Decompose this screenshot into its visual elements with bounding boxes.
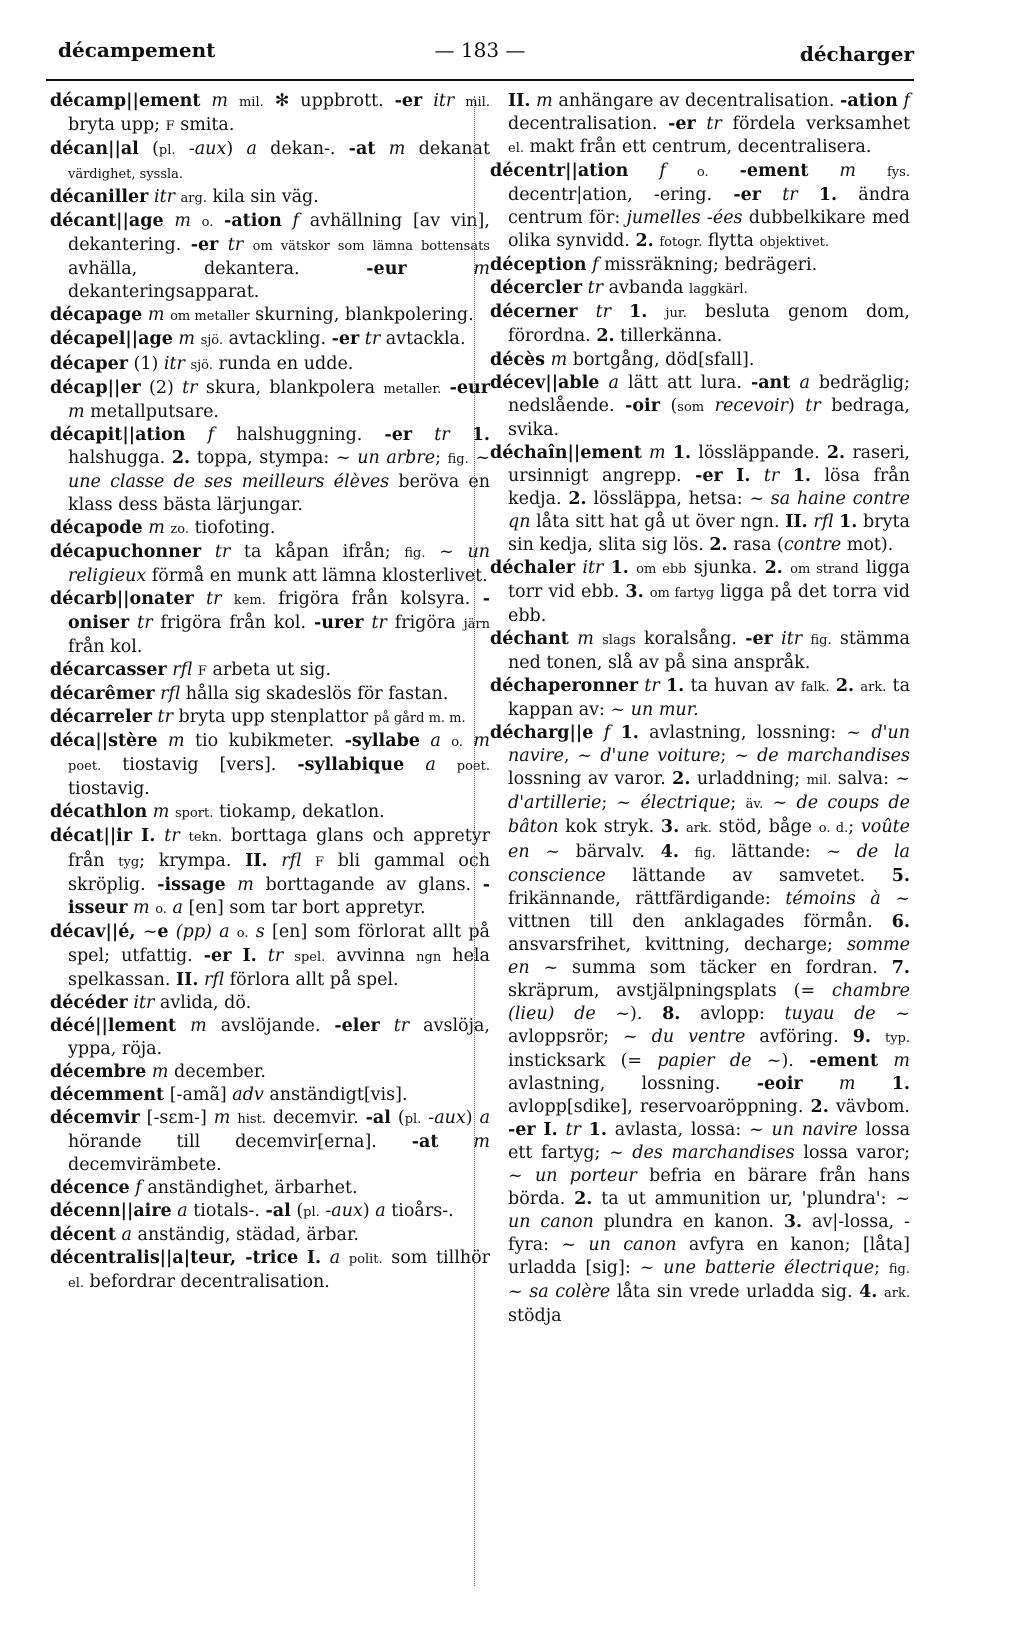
dictionary-entry: décathlon m sport. tiokamp, dekatlon. xyxy=(50,802,385,823)
dictionary-entry: décav||é, ~e (pp) a o. s [en] som förlorat allt på spel; utfattig. -er I. tr spel. avvinna ngn hela spelkassan. II. rfl förlora allt på spel. xyxy=(50,921,490,990)
dictionary-entry: décharg||e f 1. avlastning, lossning: ~ d'un navire, ~ d'une voiture; ~ de marchandises lossning av varor. 2. urladdning; mil. salva: ~ d'artillerie; ~ électrique; äv. ~ de coups de bâton kok stryk. 3. ark. stöd, båge o. d.; voûte en ~ bärvalv. 4. fig. lättande: ~ de la conscience lättande av samvetet. 5. frikännande, rättfärdigande: témoins à ~ vittnen till den anklagades förmån. 6. ansvarsfrihet, kvittning, decharge; somme en ~ summa som täcker en fordran. 7. skräprum, avstjälpningsplats (= chambre (lieu) de ~). 8. avlopp: tuyau de ~ avloppsrör; ~ du ventre avföring. 9. typ. insticksark (= papier de ~). -ement m avlastning, lossning. -eoir m 1. avlopp[sdike], reservoaröppning. 2. vävbom. -er I. tr 1. avlasta, lossa: ~ un navire lossa ett fartyg; ~ des marchandises lossa varor; ~ un porteur befria en bärare från hans börda. 2. ta ut ammunition ur, 'plundra': ~ un canon plundra en kanon. 3. av|-lossa, -fyra: ~ un canon avfyra en kanon; [låta] urladda [sig]: ~ une batterie électrique; fig. ~ sa colère låta sin vrede urladda sig. 4. ark. stödja xyxy=(490,723,911,1327)
dictionary-entry: décarcasser rfl F arbeta ut sig. xyxy=(50,660,332,681)
dictionary-entry: déchaperonner tr 1. ta huvan av falk. 2. ark. ta kappan av: ~ un mur. xyxy=(490,676,910,721)
dictionary-entry: décapit||ation f halshuggning. -er tr 1. halshugga. 2. toppa, stympa: ~ un arbre; fig. ~ une classe de ses meilleurs élèves beröva en klass dess bästa lärjungar. xyxy=(50,424,491,515)
dictionary-entry: décercler tr avbanda laggkärl. xyxy=(490,278,748,299)
right-column xyxy=(490,90,910,1328)
dictionary-entry: décarb||onater tr kem. frigöra från kolsyra. -oniser tr frigöra från kol. -urer tr frigöra järn från kol. xyxy=(50,588,490,658)
dictionary-entry: décerner tr 1. jur. besluta genom dom, förordna. 2. tillerkänna. xyxy=(490,302,910,347)
dictionary-entry: décemvir [-sɛm-] m hist. decemvir. -al (pl. -aux) a hörande till decemvir[erna]. -at m decemvirämbete. xyxy=(50,1108,491,1176)
left-column xyxy=(50,90,490,1295)
dictionary-entry: déception f missräkning; bedrägeri. xyxy=(490,255,818,276)
dictionary-entry: décemment [-amã] adv anständigt[vis]. xyxy=(50,1084,408,1105)
dictionary-entry: décé||lement m avslöjande. -eler tr avslöja, yppa, röja. xyxy=(50,1015,490,1059)
dictionary-entry: décapuchonner tr ta kåpan ifrån; fig. ~ un religieux förmå en munk att lämna klosterlivet. xyxy=(50,541,490,586)
dictionary-entry: décant||age m o. -ation f avhällning [av vin], dekantering. -er tr om vätskor som lämna bottensats avhälla, dekantera. -eur m dekanteringsapparat. xyxy=(50,211,490,303)
page-number: — 183 — xyxy=(434,38,526,62)
dictionary-entry: décarêmer rfl hålla sig skadeslös för fastan. xyxy=(50,684,449,705)
continued-entry: II. m anhängare av decentralisation. -ation f decentralisation. -er tr fördela verksamhet el. makt från ett centrum, decentralisera. xyxy=(508,91,910,158)
dictionary-entry: déchaler itr 1. om ebb sjunka. 2. om strand ligga torr vid ebb. 3. om fartyg ligga på det torra vid ebb. xyxy=(490,557,910,627)
dictionary-entry: décentralis||a|teur, -trice I. a polit. som tillhör el. befordrar decentralisation. xyxy=(50,1248,490,1293)
header-last-word: décharger xyxy=(799,42,914,66)
dictionary-entry: décapage m om metaller skurning, blankpolering. xyxy=(50,305,474,326)
dictionary-entry: décès m bortgång, död[sfall]. xyxy=(490,349,755,370)
dictionary-entry: décat||ir I. tr tekn. borttaga glans och appretyr från tyg; krympa. II. rfl F bli gammal och skröplig. -issage m borttagande av glans. -isseur m o. a [en] som tar bort appretyr. xyxy=(50,826,490,918)
dictionary-entry: décéder itr avlida, dö. xyxy=(50,992,252,1013)
dictionary-entry: décan||al (pl. -aux) a dekan-. -at m dekanat värdighet, syssla. xyxy=(50,139,490,183)
dictionary-entry: décenn||aire a tiotals-. -al (pl. -aux) a tioårs-. xyxy=(50,1201,454,1222)
dictionary-entry: déchant m slags koralsång. -er itr fig. stämma ned tonen, slå av på sina anspråk. xyxy=(490,629,910,674)
dictionary-entry: décap||er (2) tr skura, blankpolera metaller. -eur m metallputsare. xyxy=(50,377,490,422)
header-first-word: décampement xyxy=(58,38,216,62)
dictionary-entry: déchaîn||ement m 1. lössläppande. 2. raseri, ursinnigt angrepp. -er I. tr 1. lösa från kedja. 2. lössläppa, hetsa: ~ sa haine contre qn låta sitt hat gå ut över ngn. II. rfl 1. bryta sin kedja, slita sig lös. 2. rasa (contre mot). xyxy=(490,442,910,555)
dictionary-entry: décamp||ement m mil. ✻ uppbrott. -er itr mil. bryta upp; F smita. xyxy=(50,91,490,136)
column-divider xyxy=(474,96,475,1586)
dictionary-entry: décence f anständighet, ärbarhet. xyxy=(50,1178,358,1199)
header-rule xyxy=(46,79,914,81)
dictionary-entry: décembre m december. xyxy=(50,1061,266,1082)
dictionary-entry: décapel||age m sjö. avtackling. -er tr avtackla. xyxy=(50,329,466,350)
dictionary-entry: décapode m zo. tiofoting. xyxy=(50,517,276,538)
page-header xyxy=(46,28,914,76)
dictionary-entry: décev||able a lätt att lura. -ant a bedräglig; nedslående. -oir (som recevoir) tr bedraga, svika. xyxy=(490,372,910,440)
dictionary-entry: déca||stère m tio kubikmeter. -syllabe a o. m poet. tiostavig [vers]. -syllabique a poet. tiostavig. xyxy=(50,731,490,800)
dictionary-entry: décaniller itr arg. kila sin väg. xyxy=(50,187,319,208)
dictionary-entry: décentr||ation f o. -ement m fys. decentr|ation, -ering. -er tr 1. ändra centrum för: jumelles -ées dubbelkikare med olika synvidd. 2. fotogr. flytta objektivet. xyxy=(490,161,910,252)
dictionary-entry: décarreler tr bryta upp stenplattor på gård m. m. xyxy=(50,707,466,728)
dictionary-entry: décent a anständig, städad, ärbar. xyxy=(50,1225,359,1246)
dictionary-entry: décaper (1) itr sjö. runda en udde. xyxy=(50,353,354,374)
